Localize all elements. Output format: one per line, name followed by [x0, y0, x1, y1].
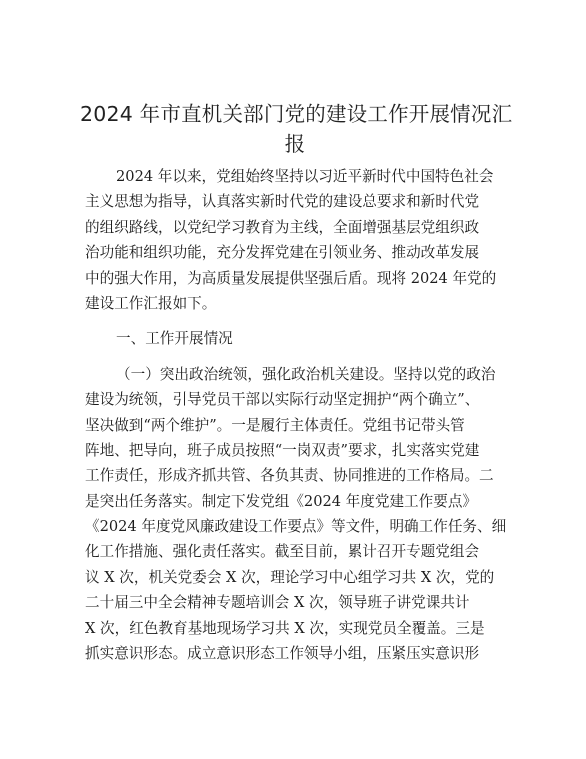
paragraph-line: 阵地、把导向，班子成员按照“一岗双责”要求，扎实落实党建	[85, 441, 480, 459]
paragraph-line: 议 X 次，机关党委会 X 次，理论学习中心组学习共 X 次，党的	[85, 568, 495, 586]
paragraph-line: 主义思想为指导，认真落实新时代党的建设总要求和新时代党	[85, 193, 480, 211]
section-paragraph	[85, 362, 505, 667]
document-body	[85, 164, 505, 666]
paragraph-line: 中的强大作用，为高质量发展提供坚强后盾。现将 2024 年党的	[85, 269, 497, 287]
section-heading: 一、工作开展情况	[116, 330, 233, 348]
paragraph-line: 化工作措施、强化责任落实。截至目前，累计召开专题党组会	[85, 543, 480, 561]
intro-paragraph	[85, 164, 505, 316]
document-title	[80, 99, 513, 159]
title-line: 报	[284, 132, 306, 156]
paragraph-line: X 次，红色教育基地现场学习共 X 次，实现党员全覆盖。三是	[85, 619, 485, 637]
paragraph-line: （一）突出政治统领，强化政治机关建设。坚持以党的政治	[116, 365, 496, 383]
paragraph-line: 是突出任务落实。制定下发党组《2024 年度党建工作要点》	[85, 492, 478, 510]
paragraph-line: 建设工作汇报如下。	[85, 294, 217, 312]
paragraph-line: 2024 年以来，党组始终坚持以习近平新时代中国特色社会	[116, 168, 494, 185]
title-line: 2024 年市直机关部门党的建设工作开展情况汇	[80, 102, 513, 126]
paragraph-line: 治功能和组织功能，充分发挥党建在引领业务、推动改革发展	[85, 244, 480, 262]
paragraph-line: 《2024 年度党风廉政建设工作要点》等文件，明确工作任务、细	[85, 518, 507, 536]
paragraph-line: 建设为统领，引导党员干部以实际行动坚定拥护“两个确立”、	[85, 391, 480, 409]
paragraph-line: 坚决做到“两个维护”。一是履行主体责任。党组书记带头管	[85, 416, 465, 434]
paragraph-line: 的组织路线，以党纪学习教育为主线，全面增强基层党组织政	[85, 218, 480, 236]
paragraph-line: 工作责任，形成齐抓共管、各负其责、协同推进的工作格局。二	[85, 467, 494, 485]
paragraph-line: 二十届三中全会精神专题培训会 X 次，领导班子讲党课共计	[85, 594, 470, 612]
paragraph-line: 抓实意识形态。成立意识形态工作领导小组，压紧压实意识形	[85, 645, 480, 663]
